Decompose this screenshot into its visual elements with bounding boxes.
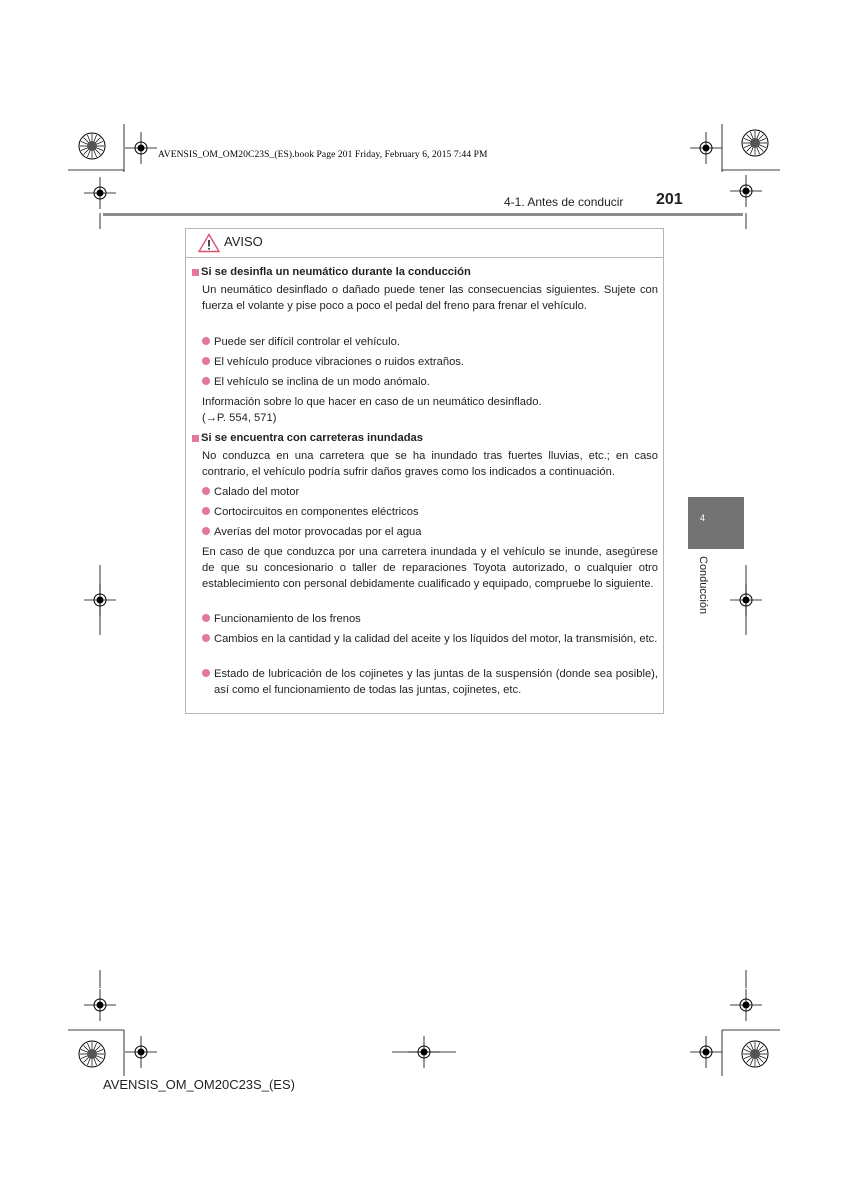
list-item: Puede ser difícil controlar el vehículo. (202, 334, 658, 350)
page-reference: (→P. 554, 571) (202, 412, 277, 424)
section-square-icon (192, 269, 199, 276)
crosshair-icon (125, 1036, 157, 1068)
bullet-icon (202, 614, 210, 622)
registration-mark-icon (79, 1041, 105, 1067)
bullet-icon (202, 487, 210, 495)
list-item: Calado del motor (202, 484, 658, 500)
bullet-icon (202, 634, 210, 642)
crosshair-icon (730, 989, 762, 1021)
registration-mark-icon (742, 1041, 768, 1067)
bullet-icon (202, 377, 210, 385)
list-item: Estado de lubricación de los cojinetes y las juntas de la suspensión (donde sea posible), así como el funcionamiento de todas las juntas, cojinetes, etc. (202, 666, 658, 698)
section-title: 4-1. Antes de conducir (504, 195, 624, 209)
crosshair-icon (690, 132, 722, 164)
list-item: Cambios en la cantidad y la calidad del aceite y los líquidos del motor, la transmisión, etc. (202, 631, 658, 647)
bullet-icon (202, 669, 210, 677)
crosshair-icon (730, 175, 762, 207)
section-intro: No conduzca en una carretera que se ha inundado tras fuertes lluvias, etc.; en caso contrario, el vehículo podría sufrir daños graves como los indicados a continuación. (202, 450, 658, 478)
crosshair-icon (84, 177, 116, 209)
bullet-icon (202, 337, 210, 345)
section-square-icon (192, 435, 199, 442)
page-number: 201 (656, 191, 683, 208)
registration-mark-icon (79, 133, 105, 159)
crosshair-icon (84, 989, 116, 1021)
crosshair-icon (690, 1036, 722, 1068)
registration-mark-icon (742, 130, 768, 156)
section-heading: Si se encuentra con carreteras inundadas (201, 432, 423, 444)
note-text: Información sobre lo que hacer en caso de un neumático desinflado. (202, 396, 542, 408)
warning-header (186, 229, 663, 258)
bullet-icon (202, 527, 210, 535)
list-item: El vehículo produce vibraciones o ruidos extraños. (202, 354, 658, 370)
list-item: Cortocircuitos en componentes eléctricos (202, 504, 658, 520)
section-intro: Un neumático desinflado o dañado puede tener las consecuencias siguientes. Sujete con fuerza el volante y pise poco a poco el pedal del freno para frenar el vehículo. (202, 284, 658, 312)
bullet-icon (202, 357, 210, 365)
warning-label: AVISO (224, 234, 263, 249)
list-item: Funcionamiento de los frenos (202, 611, 658, 627)
list-item: Averías del motor provocadas por el agua (202, 524, 658, 540)
section-heading: Si se desinfla un neumático durante la conducción (201, 266, 471, 278)
print-book-info: AVENSIS_OM_OM20C23S_(ES).book Page 201 Friday, February 6, 2015 7:44 PM (158, 150, 488, 160)
bullet-icon (202, 507, 210, 515)
warning-triangle-icon (198, 233, 220, 253)
chapter-number: 4 (700, 513, 706, 523)
list-item: El vehículo se inclina de un modo anómalo. (202, 374, 658, 390)
crosshair-icon (125, 132, 157, 164)
chapter-tab (688, 497, 744, 549)
warning-box (185, 228, 664, 714)
header-rule (103, 213, 743, 216)
chapter-label: Conducción (697, 556, 709, 615)
section-paragraph: En caso de que conduzca por una carretera inundada y el vehículo se inunde, asegúrese de que su concesionario o taller de reparaciones Toyota autorizado, o cualquier otro establecimiento con personal debidamente cualificado y equipado, compruebe lo siguiente. (202, 546, 658, 590)
footer-code: AVENSIS_OM_OM20C23S_(ES) (103, 1077, 295, 1092)
